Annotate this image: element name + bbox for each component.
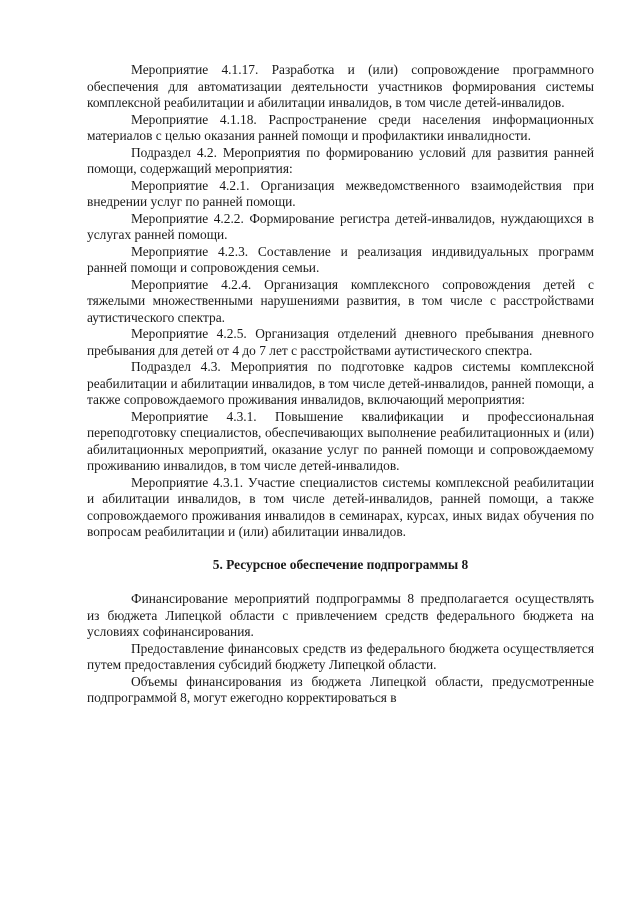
paragraph-measure-4-2-3: Мероприятие 4.2.3. Составление и реализация индивидуальных программ ранней помощи и сопровождения семьи. [87, 243, 594, 275]
paragraph-measure-4-1-17: Мероприятие 4.1.17. Разработка и (или) сопровождение программного обеспечения для автоматизации деятельности участников формирования системы комплексной реабилитации и абилитации инвалидов, в том числе детей-инвалидов. [87, 62, 594, 110]
paragraph-funding-volumes: Объемы финансирования из бюджета Липецкой области, предусмотренные подпрограммой 8, могут ежегодно корректироваться в [87, 673, 594, 705]
paragraph-measure-4-1-18: Мероприятие 4.1.18. Распространение среди населения информационных материалов с целью оказания ранней помощи и профилактики инвалидности. [87, 111, 594, 143]
paragraph-measure-4-3-1-second: Мероприятие 4.3.1. Участие специалистов системы комплексной реабилитации и абилитации инвалидов, в том числе детей-инвалидов, ранней помощи, а также сопровождаемого проживания инвалидов в семинарах, курсах, иных видах обучения по вопросам реабилитации и (или) абилитации инвалидов. [87, 474, 594, 539]
paragraph-subsection-4-2: Подраздел 4.2. Мероприятия по формированию условий для развития ранней помощи, содержащий мероприятия: [87, 144, 594, 176]
paragraph-measure-4-2-2: Мероприятие 4.2.2. Формирование регистра детей-инвалидов, нуждающихся в услугах ранней помощи. [87, 210, 594, 242]
paragraph-federal-funds: Предоставление финансовых средств из федерального бюджета осуществляется путем предоставления субсидий бюджету Липецкой области. [87, 640, 594, 672]
paragraph-measure-4-2-1: Мероприятие 4.2.1. Организация межведомственного взаимодействия при внедрении услуг по ранней помощи. [87, 177, 594, 209]
paragraph-subsection-4-3: Подраздел 4.3. Мероприятия по подготовке кадров системы комплексной реабилитации и абилитации инвалидов, в том числе детей-инвалидов, ранней помощи, а также сопровождаемого проживания инвалидов, включающий мероприятия: [87, 359, 594, 407]
paragraph-financing: Финансирование мероприятий подпрограммы 8 предполагается осуществлять из бюджета Липецкой области с привлечением средств федерального бюджета на условиях софинансирования. [87, 591, 594, 639]
paragraph-measure-4-2-5: Мероприятие 4.2.5. Организация отделений дневного пребывания дневного пребывания для детей от 4 до 7 лет с расстройствами аутистического спектра. [87, 326, 594, 358]
section-heading: 5. Ресурсное обеспечение подпрограммы 8 [212, 556, 469, 572]
paragraph-measure-4-2-4: Мероприятие 4.2.4. Организация комплексного сопровождения детей с тяжелыми множественными нарушениями развития, в том числе с расстройствами аутистического спектра. [87, 276, 594, 325]
document-body [87, 62, 594, 707]
paragraph-measure-4-3-1: Мероприятие 4.3.1. Повышение квалификации и профессиональная переподготовку специалистов, обеспечивающих выполнение реабилитационных и (или) абилитационных мероприятий, оказание услуг по ранней помощи и сопровождаемому проживанию инвалидов, в том числе детей-инвалидов. [87, 408, 594, 473]
